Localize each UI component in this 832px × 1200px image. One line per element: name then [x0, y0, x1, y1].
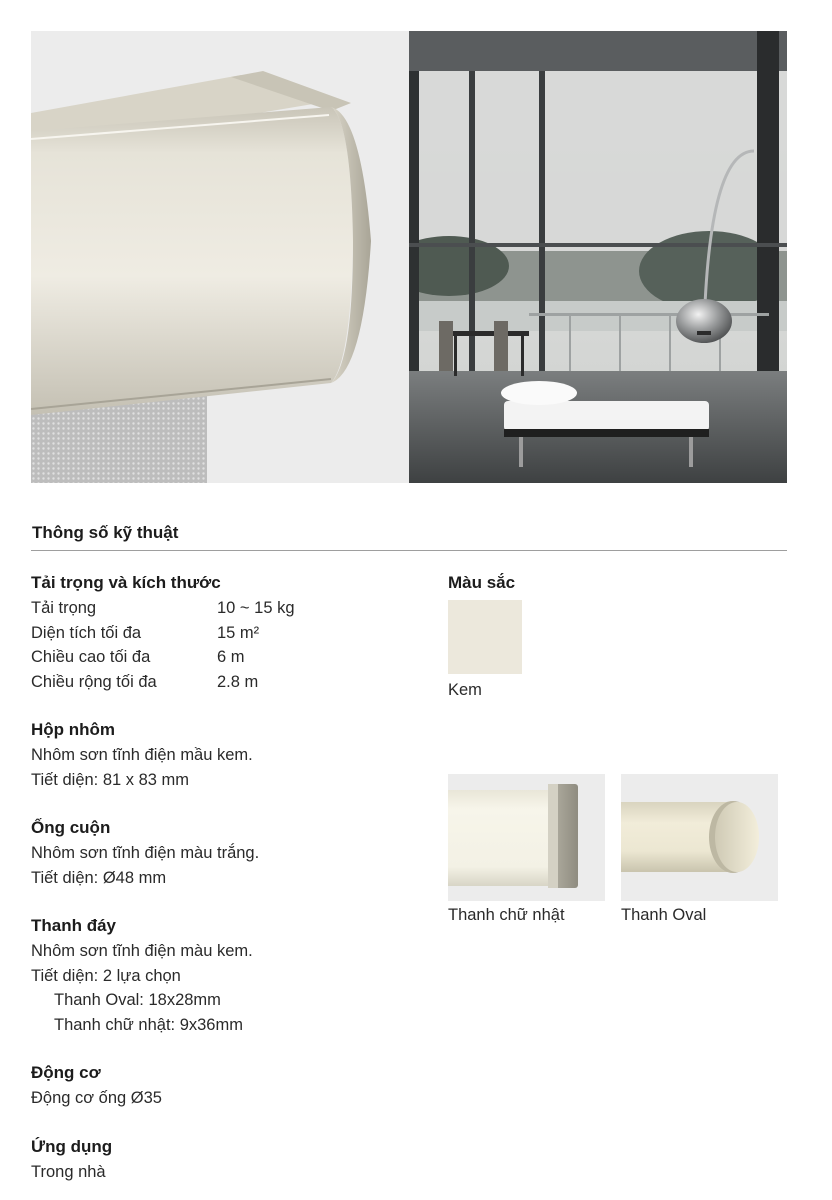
roller-tube-title: Ống cuộn [31, 818, 111, 837]
section-title: Thông số kỹ thuật [32, 523, 179, 542]
spec-row [31, 596, 421, 621]
spec-list [31, 572, 421, 1200]
spec-label: Chiều rộng tối đa [31, 672, 157, 691]
spec-row [31, 645, 421, 670]
cassette-closeup-image [31, 31, 409, 483]
application-group [31, 1136, 421, 1185]
oval-bar-image [621, 774, 778, 901]
aluminum-box-title: Hộp nhôm [31, 720, 116, 739]
aluminum-box-material: Nhôm sơn tĩnh điện mầu kem. [31, 746, 253, 764]
color-swatch-label: Kem [448, 681, 482, 699]
spec-label: Chiều cao tối đa [31, 648, 151, 666]
bottom-bar-title: Thanh đáy [31, 916, 117, 935]
application-title: Ứng dụng [31, 1136, 113, 1156]
load-and-size-title: Tải trọng và kích thước [31, 573, 221, 592]
bottom-bar-option-oval: Thanh Oval: 18x28mm [54, 991, 221, 1009]
spec-label: Diện tích tối đa [31, 623, 142, 642]
aluminum-box-section: Tiết diện: 81 x 83 mm [31, 770, 190, 789]
hero-images [31, 31, 787, 483]
color-swatch [448, 600, 522, 674]
roller-tube-section: Tiết diện: Ø48 mm [31, 868, 167, 887]
section-divider [31, 550, 787, 551]
color-title: Màu sắc [448, 573, 516, 592]
spec-value: 10 ~ 15 kg [217, 599, 295, 617]
motor-description: Động cơ ống Ø35 [31, 1089, 162, 1107]
motor-title: Động cơ [31, 1063, 101, 1082]
spec-value: 15 m² [217, 623, 260, 642]
spec-value: 6 m [217, 648, 245, 666]
aluminum-box-group [31, 719, 421, 792]
roller-tube-group [31, 817, 421, 890]
oval-bar-label: Thanh Oval [621, 906, 707, 924]
bottom-bar-option-rect: Thanh chữ nhật: 9x36mm [54, 1015, 243, 1034]
rectangular-bar-label: Thanh chữ nhật [448, 906, 565, 924]
application-description: Trong nhà [31, 1162, 106, 1181]
spec-label: Tải trọng [31, 599, 97, 617]
bottom-bar-group [31, 915, 421, 1037]
roller-tube-material: Nhôm sơn tĩnh điện màu trắng. [31, 844, 260, 862]
rectangular-bar-image [448, 774, 605, 901]
motor-group [31, 1062, 421, 1111]
spec-row [31, 621, 421, 646]
interior-scene-image [409, 31, 787, 483]
bottom-bar-material: Nhôm sơn tĩnh điện màu kem. [31, 942, 253, 960]
load-and-size-group [31, 572, 421, 694]
spec-row [31, 670, 421, 695]
spec-value: 2.8 m [217, 672, 259, 691]
bottom-bar-section: Tiết diện: 2 lựa chọn [31, 966, 181, 985]
